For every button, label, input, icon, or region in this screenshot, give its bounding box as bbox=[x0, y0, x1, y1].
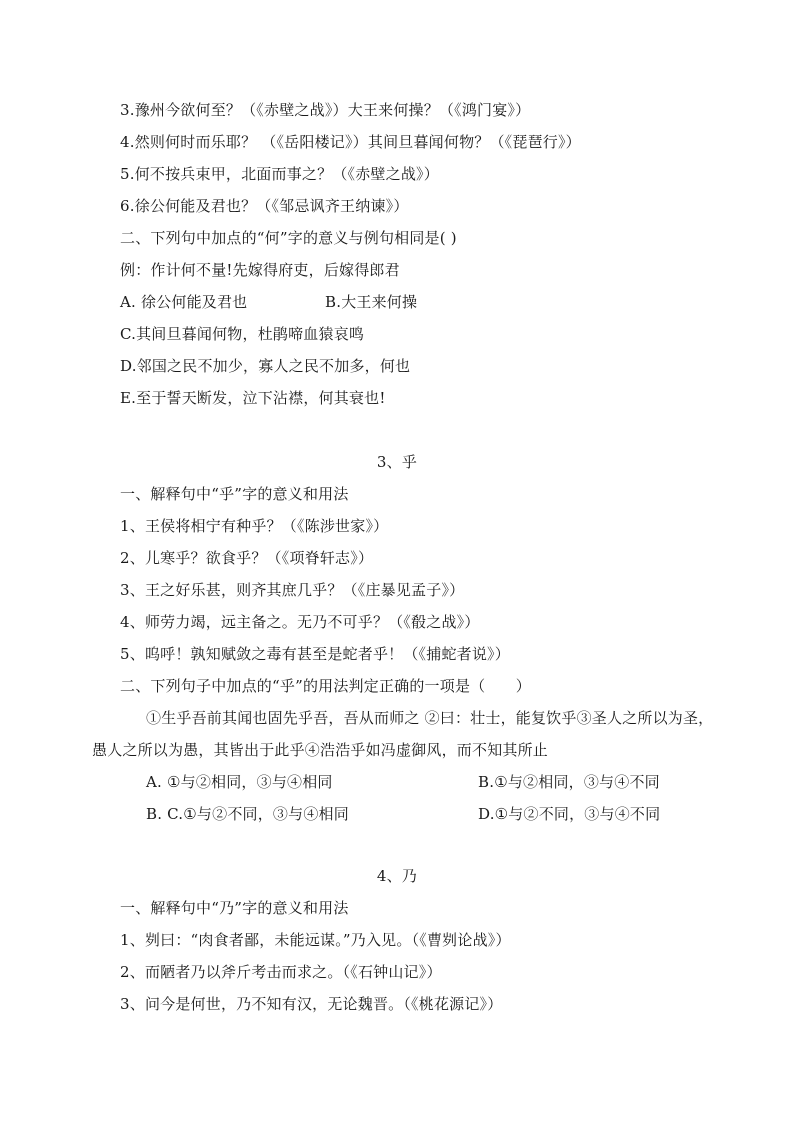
question-line: 4.然则何时而乐耶？ （《岳阳楼记》）其间旦暮闻何物？（《琵琶行》） bbox=[120, 133, 581, 151]
option-b: B.①与②相同，③与④不同 bbox=[478, 773, 660, 791]
example-sentence: 例：作计何不量!先嫁得府吏，后嫁得郎君 bbox=[120, 261, 400, 279]
question-line: 6.徐公何能及君也？（《邹忌讽齐王纳谏》） bbox=[120, 197, 409, 215]
option-c: C.其间旦暮闻何物，杜鹃啼血猿哀鸣 bbox=[120, 325, 365, 343]
section-heading: 3、乎 bbox=[376, 453, 418, 471]
question-title: 二、下列句子中加点的“乎”的用法判定正确的一项是（ ） bbox=[120, 677, 531, 695]
question-title: 一、解释句中“乎”字的意义和用法 bbox=[120, 485, 349, 503]
option-a: A. ①与②相同，③与④相同 bbox=[146, 773, 333, 791]
question-title: 二、下列句中加点的“何”字的意义与例句相同是( ) bbox=[120, 229, 457, 247]
option-a: A. 徐公何能及君也 bbox=[120, 293, 248, 311]
question-line: 4、师劳力竭，远主备之。无乃不可乎？（《殽之战》） bbox=[120, 613, 480, 631]
passage-line: 愚人之所以为愚，其皆出于此乎④浩浩乎如冯虚御风，而不知其所止 bbox=[92, 741, 549, 759]
question-line: 5、呜呼！孰知赋敛之毒有甚至是蛇者乎！（《捕蛇者说》） bbox=[120, 645, 510, 663]
question-line: 2、而陋者乃以斧斤考击而求之。（《石钟山记》） bbox=[120, 963, 442, 981]
option-c: B. C.①与②不同，③与④相同 bbox=[146, 805, 349, 823]
question-line: 2、儿寒乎？欲食乎？（《项脊轩志》） bbox=[120, 549, 374, 567]
option-d: D.邻国之民不加少，寡人之民不加多，何也 bbox=[120, 357, 411, 375]
passage-line: ①生乎吾前其闻也固先乎吾，吾从而师之 ②曰：壮士，能复饮乎③圣人之所以为圣， bbox=[146, 709, 714, 727]
question-line: 1、王侯将相宁有种乎？（《陈涉世家》） bbox=[120, 517, 389, 535]
option-d: D.①与②不同，③与④不同 bbox=[478, 805, 661, 823]
question-line: 3、王之好乐甚，则齐其庶几乎？（《庄暴见孟子》） bbox=[120, 581, 465, 599]
option-b: B.大王来何操 bbox=[325, 293, 418, 311]
question-line: 3.豫州今欲何至？（《赤壁之战》）大王来何操？（《鸿门宴》） bbox=[120, 101, 531, 119]
question-title: 一、解释句中“乃”字的意义和用法 bbox=[120, 899, 349, 917]
question-line: 3、问今是何世，乃不知有汉，无论魏晋。（《桃花源记》） bbox=[120, 995, 503, 1013]
question-line: 1、刿曰：“肉食者鄙，未能远谋。”乃入见。（《曹刿论战》） bbox=[120, 931, 511, 949]
question-line: 5.何不按兵束甲，北面而事之？（《赤壁之战》） bbox=[120, 165, 439, 183]
section-heading: 4、乃 bbox=[376, 867, 418, 885]
option-e: E.至于誓天断发，泣下沾襟，何其衰也! bbox=[120, 389, 386, 407]
